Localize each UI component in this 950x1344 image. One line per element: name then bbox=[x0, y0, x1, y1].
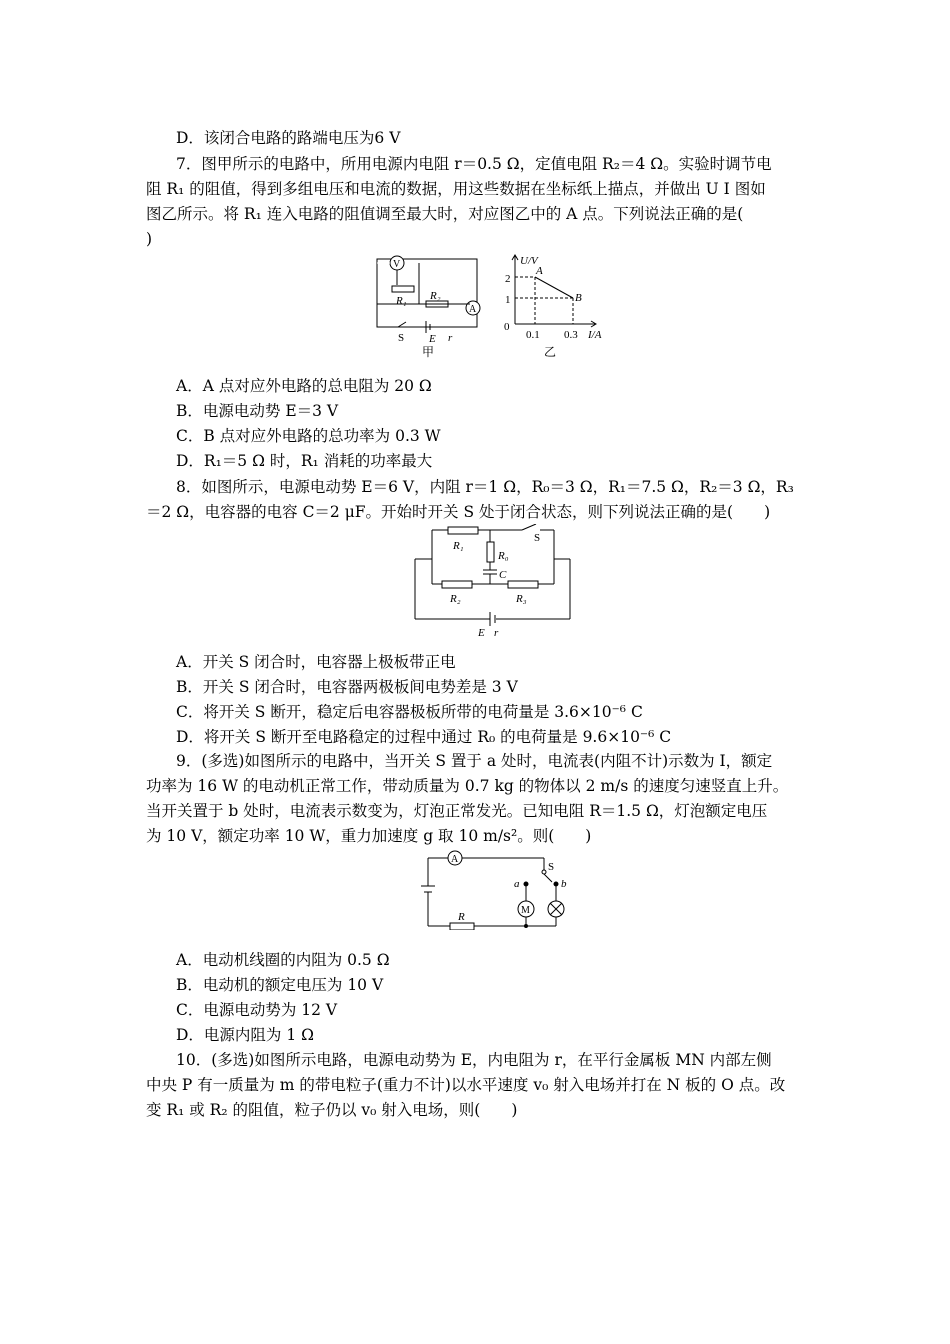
q7-figure bbox=[370, 252, 620, 362]
fig8-r3-label: R₃ bbox=[516, 593, 527, 605]
fig7-y-tick-2: 2 bbox=[505, 273, 511, 285]
q9-figure bbox=[416, 848, 576, 930]
q6-option-d: D．该闭合电路的路端电压为6 V bbox=[176, 129, 401, 147]
fig7-x-tick-01: 0.1 bbox=[526, 329, 540, 341]
fig7-voltmeter-label: V bbox=[393, 259, 401, 270]
fig7-caption-left: 甲 bbox=[422, 345, 435, 359]
fig7-ammeter-label: A bbox=[469, 304, 477, 315]
fig9-contact-a-label: a bbox=[514, 878, 520, 890]
fig8-r0-label: R₀ bbox=[498, 550, 509, 562]
fig7-point-b: B bbox=[575, 292, 582, 304]
fig8-internal-r-label: r bbox=[494, 627, 499, 639]
q7-option-d: D．R₁＝5 Ω 时，R₁ 消耗的功率最大 bbox=[176, 452, 433, 470]
fig9-ammeter-label: A bbox=[451, 854, 459, 865]
q8-option-a: A．开关 S 闭合时，电容器上极板带正电 bbox=[176, 653, 456, 671]
fig8-r2-label: R₂ bbox=[450, 593, 461, 605]
fig7-switch-label: S bbox=[398, 332, 405, 344]
fig7-r2-label: R₂ bbox=[430, 290, 441, 302]
fig7-emf-label: E bbox=[429, 333, 436, 345]
fig8-emf-label: E bbox=[478, 627, 485, 639]
q9-stem-line2: 功率为 16 W 的电动机正常工作，带动质量为 0.7 kg 的物体以 2 m/s 的速度匀速竖直上升。 bbox=[146, 777, 789, 795]
fig7-point-a: A bbox=[536, 265, 543, 277]
q9-option-b: B．电动机的额定电压为 10 V bbox=[176, 976, 384, 994]
q10-stem-line2: 中央 P 有一质量为 m 的带电粒子(重力不计)以水平速度 v₀ 射入电场并打在 N 板的 O 点。改 bbox=[146, 1076, 786, 1094]
fig7-x-axis-label: I/A bbox=[588, 329, 602, 341]
q7-stem-line2: 阻 R₁ 的阻值，得到多组电压和电流的数据，用这些数据在坐标纸上描点，并做出 U I 图如 bbox=[146, 180, 766, 198]
fig9-motor-label: M bbox=[521, 905, 530, 916]
q9-option-a: A．电动机线圈的内阻为 0.5 Ω bbox=[176, 951, 390, 969]
fig8-capacitor-label: C bbox=[499, 569, 507, 581]
fig8-switch-label: S bbox=[534, 532, 541, 544]
q7-stem-line1: 7．图甲所示的电路中，所用电源内电阻 r＝0.5 Ω，定值电阻 R₂＝4 Ω。实验时调节电 bbox=[176, 155, 772, 173]
q8-option-d: D．将开关 S 断开至电路稳定的过程中通过 R₀ 的电荷量是 9.6×10⁻⁶ C bbox=[176, 728, 672, 746]
fig9-contact-b-label: b bbox=[561, 878, 567, 890]
fig7-r1-label: R₁ bbox=[396, 295, 407, 307]
q9-stem-line3: 当开关置于 b 处时，电流表示数变为，灯泡正常发光。已知电阻 R＝1.5 Ω，灯泡额定电压 bbox=[146, 802, 768, 820]
q8-option-b: B．开关 S 闭合时，电容器两极板间电势差是 3 V bbox=[176, 678, 518, 696]
q8-option-c: C．将开关 S 断开，稳定后电容器极板所带的电荷量是 3.6×10⁻⁶ C bbox=[176, 703, 643, 721]
q9-stem-line1: 9．(多选)如图所示的电路中，当开关 S 置于 a 处时，电流表(内阻不计)示数为 I，额定 bbox=[176, 752, 773, 770]
q7-stem-line4: ) bbox=[146, 230, 153, 248]
q7-stem-line3: 图乙所示。将 R₁ 连入电路的阻值调至最大时，对应图乙中的 A 点。下列说法正确的是( bbox=[146, 205, 744, 223]
q9-stem-line4: 为 10 V，额定功率 10 W，重力加速度 g 取 10 m/s²。则( ) bbox=[146, 827, 592, 845]
q7-option-b: B．电源电动势 E＝3 V bbox=[176, 402, 339, 420]
fig8-r1-label: R₁ bbox=[453, 540, 464, 552]
q7-option-a: A．A 点对应外电路的总电阻为 20 Ω bbox=[176, 377, 432, 395]
q9-option-d: D．电源内阻为 1 Ω bbox=[176, 1026, 314, 1044]
q10-stem-line1: 10．(多选)如图所示电路，电源电动势为 E，内电阻为 r，在平行金属板 MN 内部左侧 bbox=[176, 1051, 772, 1069]
q9-option-c: C．电源电动势为 12 V bbox=[176, 1001, 338, 1019]
fig7-internal-r-label: r bbox=[448, 332, 453, 344]
q8-figure bbox=[410, 524, 580, 640]
q8-stem-line2: ＝2 Ω，电容器的电容 C＝2 μF。开始时开关 S 处于闭合状态，则下列说法正确的是( ) bbox=[146, 503, 771, 521]
fig9-switch-label: S bbox=[548, 861, 555, 873]
fig7-y-tick-1: 1 bbox=[505, 294, 511, 306]
fig7-caption-right: 乙 bbox=[544, 345, 557, 359]
fig9-resistor-label: R bbox=[458, 911, 465, 923]
fig7-origin: 0 bbox=[504, 321, 510, 333]
q10-stem-line3: 变 R₁ 或 R₂ 的阻值，粒子仍以 v₀ 射入电场，则( ) bbox=[146, 1101, 518, 1119]
q7-option-c: C．B 点对应外电路的总功率为 0.3 W bbox=[176, 427, 441, 445]
q8-stem-line1: 8．如图所示，电源电动势 E＝6 V，内阻 r＝1 Ω，R₀＝3 Ω，R₁＝7.5 Ω，R₂＝3 Ω，R₃ bbox=[176, 478, 794, 496]
fig7-y-axis-label: U/V bbox=[520, 255, 538, 267]
fig7-x-tick-03: 0.3 bbox=[564, 329, 578, 341]
